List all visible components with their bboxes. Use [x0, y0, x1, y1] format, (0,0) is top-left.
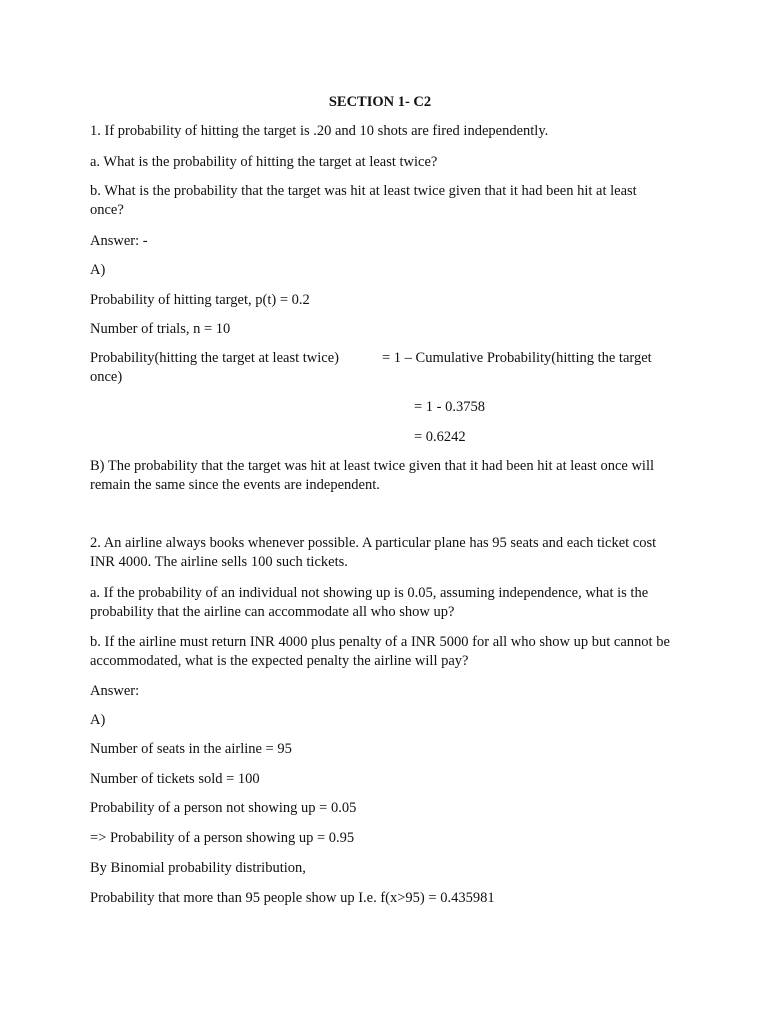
q1-n-line: Number of trials, n = 10 [90, 321, 231, 337]
q1-b-answer: B) The probability that the target was hit at least twice given that it had been hit at least once will remain the same since the events are independent. [90, 458, 654, 493]
q1-prob-line [90, 349, 652, 368]
q2-not-show-line: Probability of a person not showing up = 0.05 [90, 800, 357, 816]
q1-prob-expr: = 1 – Cumulative Probability(hitting the target [382, 350, 652, 366]
q1-step2: = 0.6242 [414, 429, 466, 445]
q1-answer-label: Answer: - [90, 233, 148, 249]
q1-part-b: b. What is the probability that the target was hit at least twice given that it had been hit at least once? [90, 183, 637, 218]
q2-tickets-line: Number of tickets sold = 100 [90, 771, 260, 787]
q2-a-label: A) [90, 712, 106, 728]
q1-prob-label: Probability(hitting the target at least twice) [90, 350, 339, 366]
section-title: SECTION 1- C2 [328, 94, 432, 110]
q2-answer-label: Answer: [90, 683, 140, 699]
q1-p-line: Probability of hitting target, p(t) = 0.2 [90, 292, 310, 308]
q2-question: 2. An airline always books whenever possible. A particular plane has 95 seats and each ticket cost INR 4000. The airline sells 100 such tickets. [90, 535, 657, 570]
q1-a-label: A) [90, 262, 106, 278]
q2-part-b: b. If the airline must return INR 4000 plus penalty of a INR 5000 for all who show up but cannot be accommodated, what is the expected penalty the airline will pay? [90, 634, 670, 669]
q1-prob-expr-cont: once) [90, 369, 123, 385]
q1-step1: = 1 - 0.3758 [414, 399, 486, 415]
q2-binomial-line: By Binomial probability distribution, [90, 860, 306, 876]
q2-part-a: a. If the probability of an individual not showing up is 0.05, assuming independence, what is the probability that the airline can accommodate all who show up? [90, 585, 649, 620]
q2-seats-line: Number of seats in the airline = 95 [90, 741, 292, 757]
q2-more-line: Probability that more than 95 people show up I.e. f(x>95) = 0.435981 [90, 890, 495, 906]
q1-question: 1. If probability of hitting the target is .20 and 10 shots are fired independently. [90, 123, 549, 139]
q1-part-a: a. What is the probability of hitting the target at least twice? [90, 154, 438, 170]
q2-show-line: => Probability of a person showing up = 0.95 [90, 830, 355, 846]
